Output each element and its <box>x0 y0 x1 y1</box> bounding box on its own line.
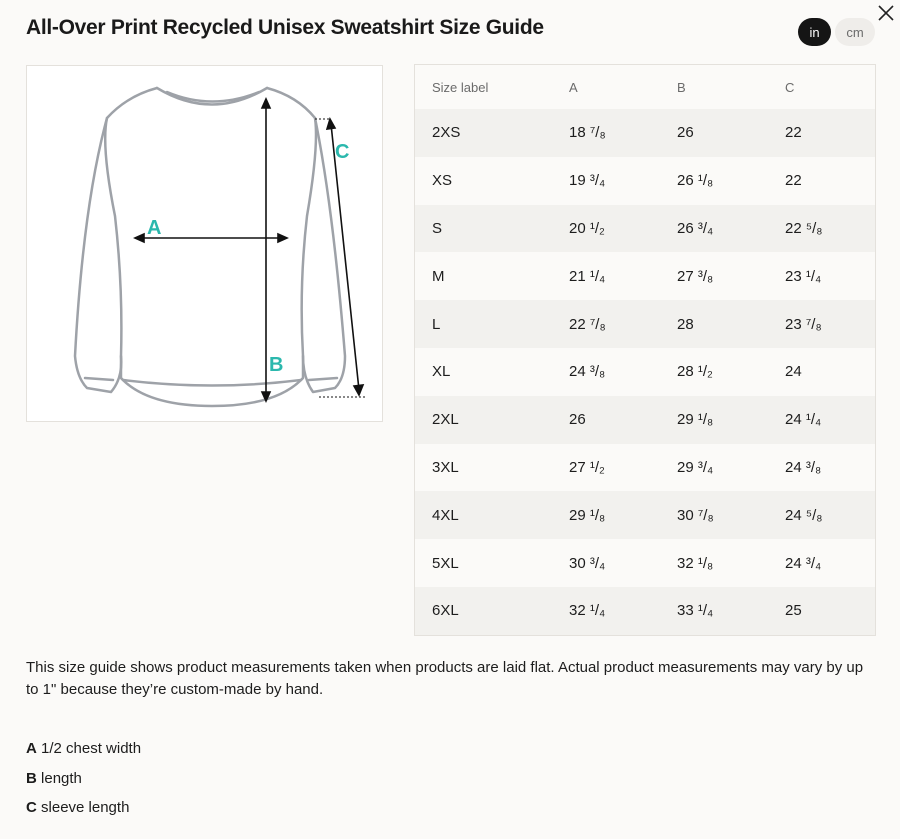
b-cell: 28 ¹/₂ <box>677 363 713 381</box>
label-c: C <box>335 141 350 163</box>
sweatshirt-outline <box>75 88 345 406</box>
legend-key: A <box>26 740 37 757</box>
table-row <box>415 205 876 253</box>
legend-text: length <box>41 769 82 787</box>
table-header-row <box>415 65 876 110</box>
size-cell: S <box>415 205 570 253</box>
c-cell: 22 <box>785 172 802 190</box>
measurement-legend <box>26 738 141 827</box>
sweatshirt-measurement-illustration <box>26 65 383 422</box>
size-cell: 2XL <box>415 396 570 444</box>
table-row <box>415 396 876 444</box>
size-cell: 4XL <box>415 491 570 539</box>
unit-cm-button[interactable]: cm <box>835 18 875 46</box>
a-cell: 26 <box>569 396 677 444</box>
table-row <box>415 444 876 492</box>
a-cell: 18 ⁷/₈ <box>569 109 677 157</box>
unit-in-button[interactable]: in <box>798 18 831 46</box>
table-row <box>415 491 876 539</box>
size-cell: M <box>432 267 445 285</box>
a-cell: 30 ³/₄ <box>569 554 606 572</box>
close-button[interactable] <box>875 2 897 24</box>
legend-item-a <box>26 738 141 768</box>
a-cell: 27 ¹/₂ <box>569 458 605 476</box>
table-row <box>415 539 876 587</box>
c-cell: 22 <box>785 109 876 157</box>
a-cell: 20 ¹/₂ <box>569 205 677 253</box>
b-cell: 30 ⁷/₈ <box>677 491 785 539</box>
header-c: C <box>785 79 795 95</box>
c-cell: 24 ¹/₄ <box>785 396 876 444</box>
size-cell: XL <box>432 363 451 381</box>
size-cell: 2XS <box>415 109 570 157</box>
close-icon <box>875 2 897 24</box>
c-cell: 24 ⁵/₈ <box>785 491 876 539</box>
a-cell: 22 ⁷/₈ <box>569 300 677 348</box>
size-table <box>414 64 876 636</box>
a-cell: 32 ¹/₄ <box>569 587 677 635</box>
b-cell: 26 ¹/₈ <box>677 172 714 190</box>
size-cell: L <box>415 300 570 348</box>
size-cell: 3XL <box>432 458 459 476</box>
legend-text: sleeve length <box>41 799 130 816</box>
table-row <box>415 109 876 157</box>
label-a: A <box>147 217 162 239</box>
table-row <box>415 348 876 396</box>
b-cell: 29 ¹/₈ <box>677 396 785 444</box>
measurement-arrows <box>135 99 363 401</box>
header-size-label: Size label <box>432 79 489 95</box>
table-row <box>415 252 876 300</box>
size-cell: 6XL <box>415 587 570 635</box>
legend-key: B <box>26 769 37 787</box>
header-a: A <box>569 79 578 95</box>
c-cell: 25 <box>785 587 876 635</box>
b-cell: 28 <box>677 300 785 348</box>
c-cell: 24 ³/₈ <box>785 458 822 476</box>
b-cell: 32 ¹/₈ <box>677 554 714 572</box>
b-cell: 27 ³/₈ <box>677 267 714 285</box>
c-cell: 22 ⁵/₈ <box>785 205 876 253</box>
table-row <box>415 587 876 635</box>
label-b: B <box>269 354 284 376</box>
size-cell: 5XL <box>432 554 459 572</box>
b-cell: 26 ³/₄ <box>677 205 785 253</box>
unit-toggle <box>798 18 875 46</box>
b-cell: 29 ³/₄ <box>677 458 714 476</box>
legend-text: 1/2 chest width <box>41 740 142 757</box>
c-cell: 24 ³/₄ <box>785 554 822 572</box>
a-cell: 29 ¹/₈ <box>569 491 677 539</box>
b-cell: 26 <box>677 109 785 157</box>
a-cell: 24 ³/₈ <box>569 363 606 381</box>
size-guide-description: This size guide shows product measurements taken when products are laid flat. Actual product measurements may vary by up to 1" because they’re custom-made by hand. <box>26 659 864 698</box>
c-cell: 24 <box>785 363 802 381</box>
size-cell: XS <box>432 172 453 190</box>
legend-item-c <box>26 797 141 827</box>
legend-item-b <box>26 768 141 798</box>
a-cell: 21 ¹/₄ <box>569 267 606 285</box>
b-cell: 33 ¹/₄ <box>677 587 785 635</box>
header-b: B <box>677 79 686 95</box>
c-cell: 23 ⁷/₈ <box>785 300 876 348</box>
a-cell: 19 ³/₄ <box>569 172 606 190</box>
c-cell: 23 ¹/₄ <box>785 267 822 285</box>
table-row <box>415 157 876 205</box>
table-row <box>415 300 876 348</box>
legend-key: C <box>26 799 37 816</box>
sweatshirt-diagram <box>27 66 382 421</box>
page-title: All-Over Print Recycled Unisex Sweatshirt Size Guide <box>26 16 544 39</box>
